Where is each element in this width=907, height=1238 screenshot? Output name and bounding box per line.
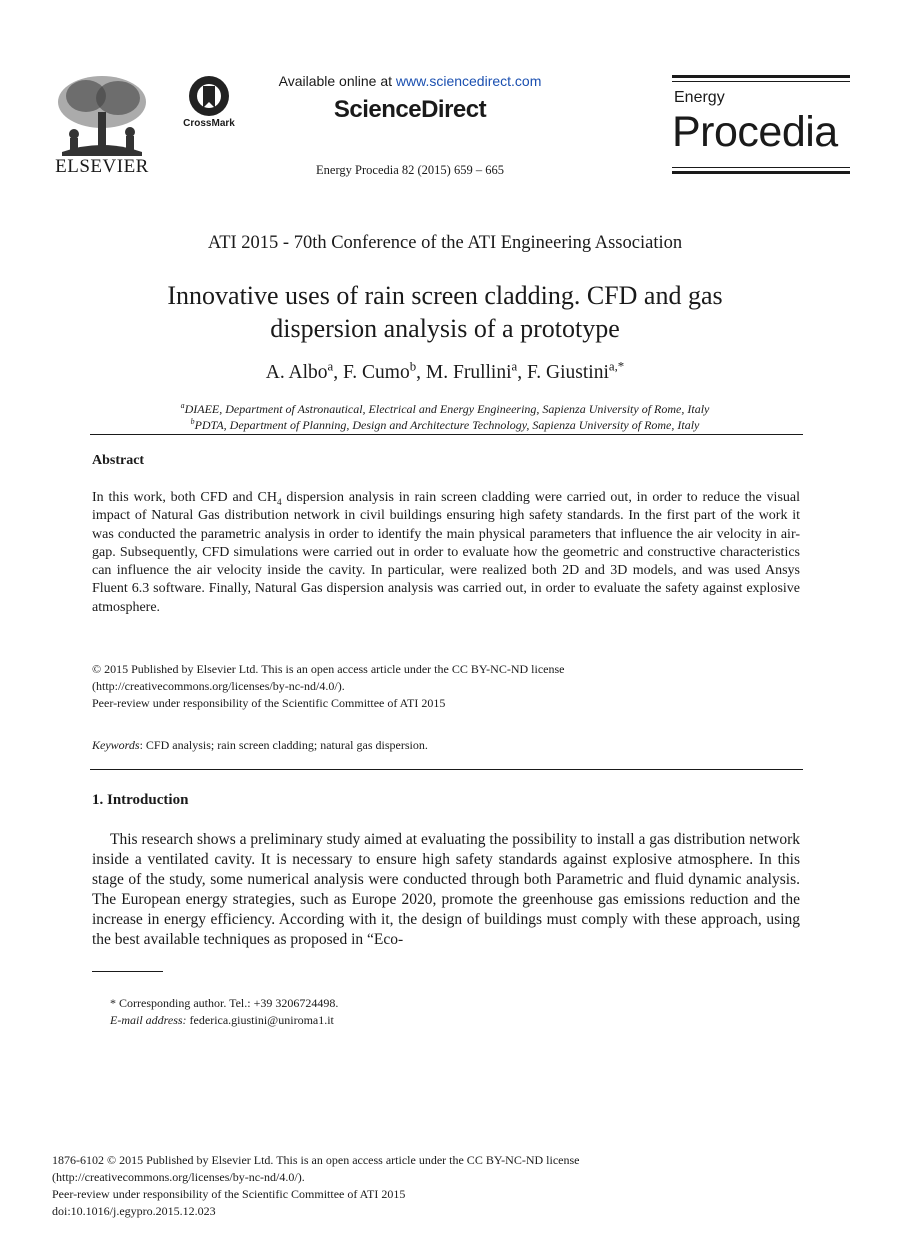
author-affiliation-mark: a xyxy=(511,359,518,374)
author-list xyxy=(90,359,800,384)
bottom-license-link[interactable]: (http://creativecommons.org/licenses/by-nc-nd/4.0/). xyxy=(52,1170,305,1184)
journal-name-energy: Energy xyxy=(674,89,725,106)
corresponding-author-note: * Corresponding author. Tel.: +39 3206724498. xyxy=(110,996,339,1010)
author-separator: , xyxy=(333,362,343,383)
author-name: A. Albo xyxy=(265,362,328,383)
affiliation-mark: b xyxy=(190,417,195,426)
procedia-top-rule xyxy=(672,75,850,78)
abstract-divider xyxy=(90,769,803,770)
paper-title xyxy=(90,279,800,345)
abstract-text-start: In this work, both CFD and CH xyxy=(92,490,277,505)
author-affiliation-mark: a,* xyxy=(608,359,625,374)
keywords-line xyxy=(92,737,800,754)
affiliation-mark: a xyxy=(180,401,185,410)
sciencedirect-link[interactable]: www.sciencedirect.com xyxy=(395,73,542,89)
affiliation-text: PDTA, Department of Planning, Design and Architecture Technology, Sapienza University of Rome, Italy xyxy=(194,418,700,432)
author-name: M. Frullini xyxy=(425,362,512,383)
author-affiliation-mark: b xyxy=(409,359,417,374)
abstract-text-rest: dispersion analysis in rain screen cladding were carried out, in order to reduce the visual impact of Natural Gas distribution network in civil buildings ensuring high safety standards. In the first part of the work it was conducted the parametric analysis in order to identify the main physical parameters that influence the air velocity in air-gap. Subsequently, CFD simulations were carried out in order to evaluate how the geometric and constructive characteristics can influence the air velocity inside the cavity. In particular, were realized both 2D and 3D models, and was used Ansys Fluent 6.3 software. Finally, Natural Gas dispersion analysis was carried out, in order to evaluate the safety against explosive atmosphere. xyxy=(92,490,800,615)
affiliation-a xyxy=(90,402,800,417)
affiliation-text: DIAEE, Department of Astronautical, Electrical and Energy Engineering, Sapienza University of Rome, Italy xyxy=(184,402,710,416)
abstract-text xyxy=(92,489,800,617)
email-label: E-mail address: xyxy=(110,1013,187,1027)
doi-line[interactable]: doi:10.1016/j.egypro.2015.12.023 xyxy=(52,1204,216,1218)
email-line xyxy=(110,1013,334,1028)
journal-citation: Energy Procedia 82 (2015) 659 – 665 xyxy=(316,163,504,177)
conference-name: ATI 2015 - 70th Conference of the ATI Engineering Association xyxy=(207,233,683,253)
copyright-block xyxy=(92,661,800,712)
bottom-copyright-block xyxy=(52,1152,812,1220)
affiliation-b xyxy=(90,418,800,433)
keywords-text: : CFD analysis; rain screen cladding; natural gas dispersion. xyxy=(139,738,428,752)
elsevier-wordmark: ELSEVIER xyxy=(55,156,149,177)
copyright-line: © 2015 Published by Elsevier Ltd. This is an open access article under the CC BY-NC-ND license xyxy=(92,662,565,676)
keywords-label: Keywords xyxy=(92,738,140,752)
title-line-2: dispersion analysis of a prototype xyxy=(270,314,620,343)
author-name: F. Cumo xyxy=(343,362,410,383)
footnote-rule xyxy=(92,971,163,972)
available-online-prefix: Available online at xyxy=(278,73,396,89)
title-line-1: Innovative uses of rain screen cladding. CFD and gas xyxy=(167,281,723,310)
bottom-peer-review-line: Peer-review under responsibility of the Scientific Committee of ATI 2015 xyxy=(52,1187,406,1201)
header-divider xyxy=(90,434,803,435)
procedia-bottom-rule-thin xyxy=(672,167,850,168)
journal-name-procedia: Procedia xyxy=(672,108,838,156)
procedia-bottom-rule xyxy=(672,171,850,174)
author-name: F. Giustini xyxy=(526,362,609,383)
peer-review-line: Peer-review under responsibility of the Scientific Committee of ATI 2015 xyxy=(92,696,446,710)
email-address[interactable]: federica.giustini@uniroma1.it xyxy=(186,1013,334,1027)
author-affiliation-mark: a xyxy=(327,359,334,374)
sciencedirect-wordmark: ScienceDirect xyxy=(333,96,487,123)
author-separator: , xyxy=(517,362,527,383)
abstract-subscript: 4 xyxy=(276,496,282,507)
introduction-paragraph: This research shows a preliminary study aimed at evaluating the possibility to install a gas distribution network inside a ventilated cavity. It is necessary to ensure high safety standards against explosive atmosphere. In this stage of the study, some numerical analysis were conducted through both Parametric and fluid dynamic analysis. The European energy strategies, such as Europe 2020, promote the greenhouse gas emissions reduction and the increase in energy efficiency. According with it, the design of buildings must comply with these approach, using the best available techniques as proposed in “Eco- xyxy=(92,831,800,948)
available-online-line xyxy=(240,73,580,89)
crossmark-label: CrossMark xyxy=(183,118,235,129)
author-separator: , xyxy=(416,362,426,383)
license-link[interactable]: (http://creativecommons.org/licenses/by-nc-nd/4.0/). xyxy=(92,679,345,693)
issn-copyright-line: 1876-6102 © 2015 Published by Elsevier Ltd. This is an open access article under the CC BY-NC-ND license xyxy=(52,1153,580,1167)
abstract-heading: Abstract xyxy=(92,453,145,468)
procedia-top-rule-thin xyxy=(672,81,850,82)
section-heading-introduction: 1. Introduction xyxy=(92,792,189,808)
